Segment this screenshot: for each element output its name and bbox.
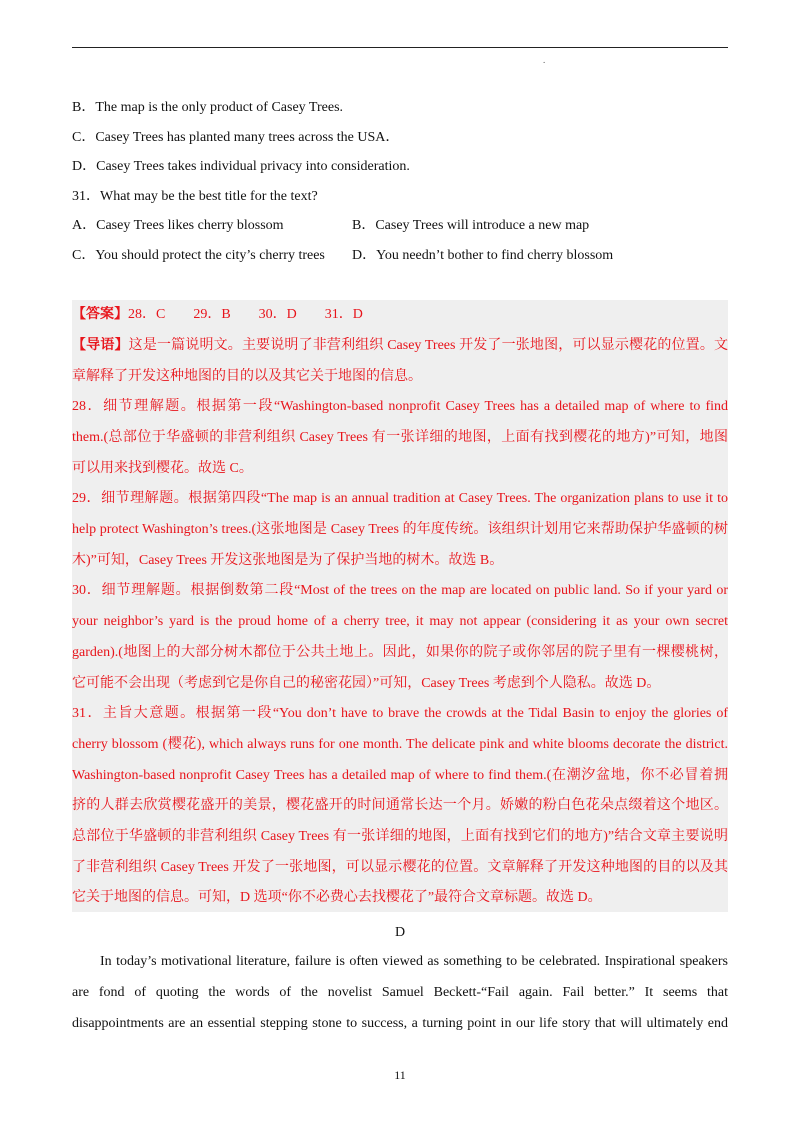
answer-line: [72, 306, 728, 324]
option-31-d: D．You needn’t bother to find cherry blossom: [352, 248, 614, 263]
option-31-a: A．Casey Trees likes cherry blossom: [72, 218, 284, 233]
explanation-line: 可以用来找到樱花。故选 C。: [72, 461, 253, 476]
explanation-line: 总部位于华盛顿的非营利组织 Casey Trees 有一张详细的地图，上面有找到它们的地方)”结合文章主要说明: [72, 829, 728, 844]
section-title: D: [394, 925, 406, 940]
header-rule: [72, 47, 728, 48]
guide-line: [72, 337, 728, 355]
option-31-c: C．You should protect the city’s cherry trees: [72, 248, 325, 263]
explanation-line: 挤的人群去欣赏樱花盛开的美景，樱花盛开的时间通常长达一个月。娇嫩的粉白色花朵点缀着这个地区。: [72, 798, 728, 813]
explanation-line: 28．细节理解题。根据第一段“Washington-based nonprofit Casey Trees has a detailed map of where to find: [72, 399, 728, 414]
passage-line: disappointments are an essential stepping stone to success, a turning point in our life story that will ultimately end: [72, 1016, 728, 1031]
explanation-line: 它可能不会出现（考虑到它是你自己的秘密花园）”可知，Casey Trees 考虑到个人隐私。故选 D。: [72, 676, 661, 691]
guide-tag: 【导语】: [72, 338, 129, 353]
explanation-line: cherry blossom (樱花), which always runs for one month. The delicate pink and white blooms decorate the district.: [72, 737, 728, 752]
explanation-line: Washington-based nonprofit Casey Trees has a detailed map of where to find them.(在潮汐盆地，你不必冒着拥: [72, 768, 728, 783]
passage-line: In today’s motivational literature, failure is often viewed as something to be celebrated. Inspirational speakers: [100, 954, 728, 969]
explanation-line: 了非营利组织 Casey Trees 开发了一张地图，可以显示樱花的位置。文章解释了开发这种地图的目的以及其: [72, 860, 728, 875]
answer-text: 28．C 29．B 30．D 31．D: [128, 307, 363, 322]
answer-tag: 【答案】: [72, 307, 128, 322]
question-31-stem: 31．What may be the best title for the text?: [72, 189, 318, 204]
explanation-line: 29．细节理解题。根据第四段“The map is an annual tradition at Casey Trees. The organization plans to use it to: [72, 491, 728, 506]
explanation-line: 它关于地图的信息。可知，D 选项“你不必费心去找樱花了”最符合文章标题。故选 D。: [72, 890, 602, 905]
header-mark: .: [543, 55, 546, 65]
page-number: 11: [394, 1068, 406, 1082]
explanation-line: 30．细节理解题。根据倒数第二段“Most of the trees on the map are located on public land. So if your yard or: [72, 583, 728, 598]
explanation-line: them.(总部位于华盛顿的非营利组织 Casey Trees 有一张详细的地图，上面有找到樱花的地方)”可知，地图: [72, 430, 728, 445]
explanation-line: 木)”可知，Casey Trees 开发这张地图是为了保护当地的树木。故选 B。: [72, 553, 504, 568]
answer-explanation-block: [72, 300, 728, 912]
explanation-line: garden).(地图上的大部分树木都位于公共土地上。因此，如果你的院子或你邻居的院子里有一棵樱桃树，: [72, 645, 728, 660]
option-30-b: B．The map is the only product of Casey Trees.: [72, 100, 344, 115]
explanation-line: your neighbor’s yard is the proud home of a cherry tree, it may not appear (considering it as your own secret: [72, 614, 728, 629]
option-31-b: B．Casey Trees will introduce a new map: [352, 218, 590, 233]
option-30-d: D．Casey Trees takes individual privacy into consideration.: [72, 159, 410, 174]
passage-line: are fond of quoting the words of the novelist Samuel Beckett-“Fail again. Fail better.” It seems that: [72, 985, 728, 1000]
explanation-line: 这是一篇说明文。主要说明了非营利组织 Casey Trees 开发了一张地图，可以显示樱花的位置。文: [128, 338, 728, 353]
explanation-line: 31．主旨大意题。根据第一段“You don’t have to brave the crowds at the Tidal Basin to enjoy the glories of: [72, 706, 728, 721]
option-30-c: C．Casey Trees has planted many trees across the USA．: [72, 130, 400, 145]
explanation-line: help protect Washington’s trees.(这张地图是 Casey Trees 的年度传统。该组织计划用它来帮助保护华盛顿的树: [72, 522, 728, 537]
explanation-line: 章解释了开发这种地图的目的以及其它关于地图的信息。: [72, 369, 422, 384]
